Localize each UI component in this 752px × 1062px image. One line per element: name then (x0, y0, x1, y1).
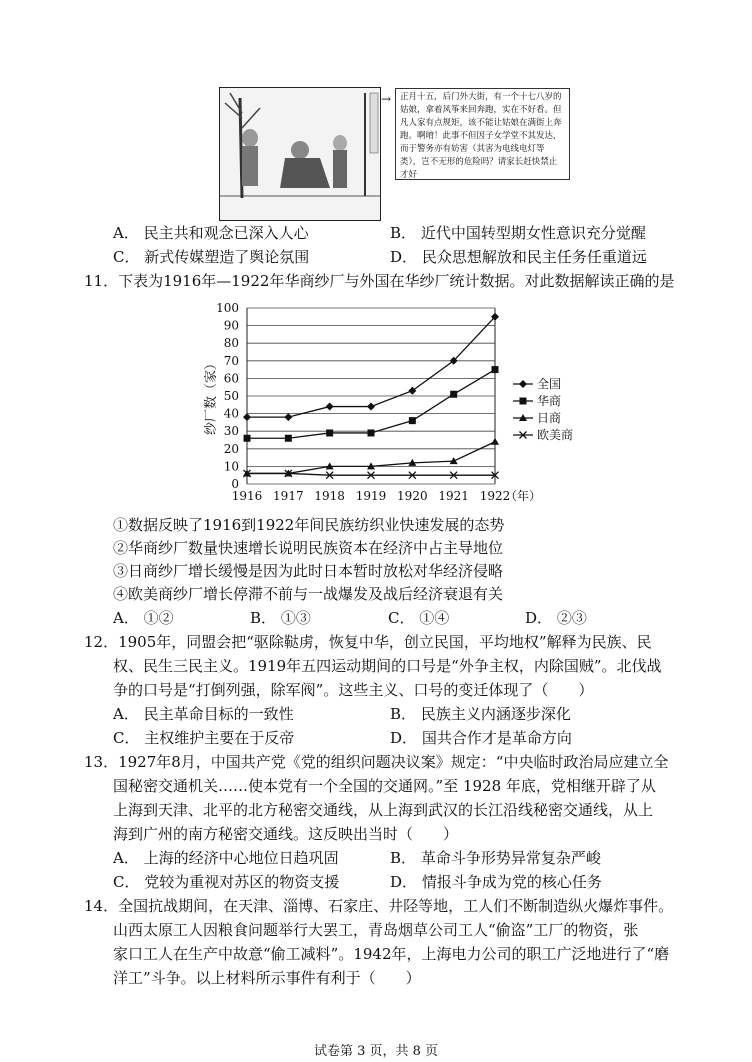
x-tick-label: 1920 (397, 489, 428, 503)
y-tick-label: 20 (223, 441, 239, 456)
legend-label: 日商 (537, 411, 562, 425)
q12-option-c: C． 主权维护主要在于反帝 (113, 729, 295, 747)
y-tick-label: 60 (223, 371, 239, 386)
x-tick-label: 1918 (314, 489, 345, 503)
q13-line-2: 国秘密交通机关……使本党有一个全国的交通网。”至 1928 年底，党相继开辟了从 (113, 777, 656, 795)
legend-marker (519, 380, 527, 388)
legend-marker (520, 398, 527, 405)
data-point (326, 403, 334, 411)
q12-option-a: A． 民主革命目标的一致性 (113, 705, 294, 723)
page-footer: 试卷第 3 页，共 8 页 (313, 1044, 439, 1059)
line-chart (195, 300, 595, 510)
q12-line-1: 12．1905年，同盟会把“驱除鞑虏，恢复中华，创立民国，平均地权”解释为民族、民 (84, 633, 652, 651)
q13-option-a: A． 上海的经济中心地位日趋巩固 (113, 849, 339, 867)
y-tick-label: 100 (216, 301, 239, 315)
q13-option-b: B． 革命斗争形势异常复杂严峻 (390, 849, 601, 867)
x-tick-label: 1921 (438, 489, 469, 503)
q11-stem: 11．下表为1916年—1922年华商纱厂与外国在华纱厂统计数据。对此数据解读正确的是 (84, 272, 675, 290)
y-tick-label: 50 (223, 389, 239, 403)
q10-option-a: A． 民主共和观念已深入人心 (113, 224, 309, 242)
legend-label: 欧美商 (537, 428, 574, 442)
q13-line-1: 13．1927年8月，中国共产党《党的组织问题决议案》规定：“中央临时政治局应建立全 (84, 753, 669, 771)
legend-label: 华商 (537, 394, 562, 408)
q14-line-1: 14．全国抗战期间，在天津、淄博、石家庄、井陉等地，工人们不断制造纵火爆炸事件。 (84, 897, 674, 915)
data-point (409, 417, 416, 424)
x-tick-label: 1922 (479, 489, 511, 503)
q14-line-4: 洋工”斗争。以上材料所示事件有利于（ ） (113, 969, 421, 987)
x-tick-label: 1917 (273, 489, 304, 503)
data-point (243, 413, 251, 421)
data-point (284, 413, 292, 421)
y-tick-label: 40 (223, 406, 239, 421)
q13-option-d: D． 情报斗争成为党的核心任务 (390, 873, 602, 891)
data-point (492, 366, 499, 373)
q13-line-4: 海到广州的南方秘密交通线。这反映出当时（ ） (113, 825, 459, 843)
q12-line-3: 争的口号是“打倒列强，除军阀”。这些主义、口号的变迁体现了（ ） (113, 681, 594, 699)
q13-line-3: 上海到天津、北平的北方秘密交通线，从上海到武汉的长江沿线秘密交通线，从上 (113, 801, 654, 819)
q10-option-c: C． 新式传媒塑造了舆论氛围 (113, 248, 310, 266)
data-point (491, 438, 499, 445)
q11-option-d: D． ②③ (525, 609, 587, 627)
data-point (285, 435, 292, 442)
q10-option-d: D． 民众思想解放和民主任务任重道远 (390, 248, 647, 266)
q10-option-b: B． 近代中国转型期女性意识充分觉醒 (390, 224, 646, 242)
q11-option-c: C． ①④ (388, 609, 450, 627)
q12-line-2: 权、民生三民主义。1919年五四运动期间的口号是“外争主权，内除国贼”。北伐战 (113, 657, 662, 675)
q12-option-b: B． 民族主义内涵逐步深化 (390, 705, 571, 723)
q12-option-d: D． 国共合作才是革命方向 (390, 729, 572, 747)
data-point (450, 391, 457, 398)
y-axis-label: 纱厂数（家） (204, 356, 219, 436)
x-axis-unit: （年） (504, 489, 542, 503)
x-tick-label: 1916 (231, 489, 263, 503)
data-point (326, 429, 333, 436)
q11-option-b: B． ①③ (250, 609, 311, 627)
q11-statement-3: ③日商纱厂增长缓慢是因为此时日本暂时放松对华经济侵略 (113, 562, 504, 580)
data-point (367, 403, 375, 411)
x-tick-label: 1919 (355, 489, 387, 503)
y-tick-label: 90 (223, 318, 239, 333)
series-line (247, 317, 495, 417)
q11-statement-1: ①数据反映了1916到1922年间民族纺织业快速发展的态势 (113, 516, 505, 534)
q13-option-c: C． 党较为重视对苏区的物资支援 (113, 873, 340, 891)
q14-line-2: 山西太原工人因粮食问题举行大罢工，青岛烟草公司工人“偷盗”工厂的物资，张 (113, 921, 639, 939)
y-tick-label: 30 (223, 424, 239, 439)
q11-option-a: A． ①② (113, 609, 174, 627)
data-point (368, 429, 375, 436)
y-tick-label: 0 (231, 477, 239, 491)
legend-label: 全国 (537, 377, 562, 391)
y-tick-label: 10 (223, 459, 239, 474)
q14-line-3: 家口工人在生产中故意“偷工减料”。1942年，上海电力公司的职工广泛地进行了“磨 (113, 945, 670, 963)
y-tick-label: 70 (223, 353, 239, 368)
q11-statement-4: ④欧美商纱厂增长停滞不前与一战爆发及战后经济衰退有关 (113, 585, 504, 603)
y-tick-label: 80 (223, 336, 239, 351)
cartoon-illustration (219, 87, 381, 221)
q11-statement-2: ②华商纱厂数量快速增长说明民族资本在经济中占主导地位 (113, 539, 504, 557)
cartoon-caption: 正月十五，后门外大街，有一个十七八岁的姑娘，拿着风筝来回奔跑，实在不好看。但凡人家有点规矩，该不能让姑娘在满街上奔跑。啊唷！此事不但因子女学堂不其发达，而于警务亦有妨害（其害为电线电灯等类），岂不无形的危险吗？请家长赶快禁止才好 (395, 88, 570, 180)
data-point (244, 435, 251, 442)
arrow-icon: → (381, 92, 392, 106)
